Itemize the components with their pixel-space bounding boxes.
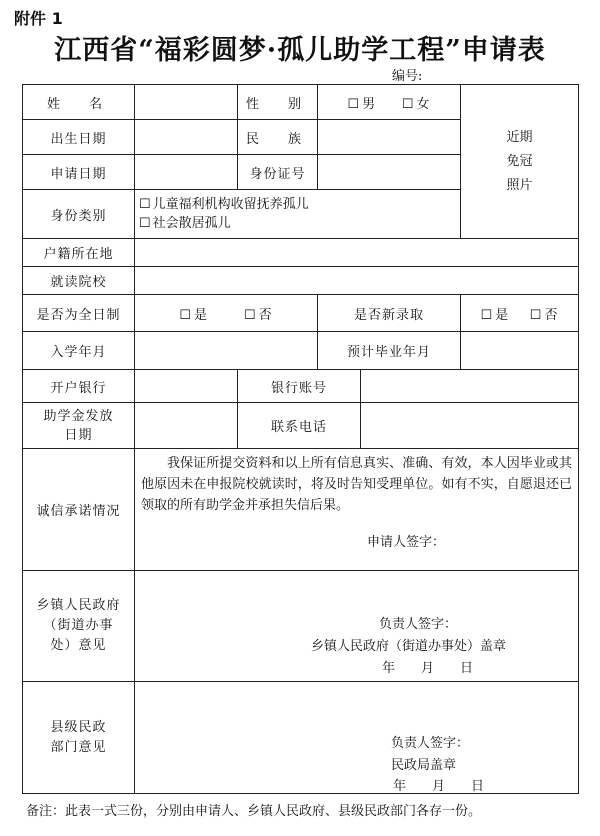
pledge-cell	[135, 449, 579, 571]
full-time-label: 是否为全日制	[23, 295, 135, 332]
county-label-line2: 部门意见	[50, 739, 107, 755]
school-field[interactable]	[135, 267, 579, 295]
row-bank	[23, 370, 579, 403]
grant-date-label-line1: 助学金发放	[43, 408, 114, 424]
row-grant	[23, 403, 579, 449]
township-cell	[135, 571, 579, 682]
annex-label: 附件 1	[14, 9, 63, 28]
footer-note: 备注：此表一式三份，分别由申请人、乡镇人民政府、县级民政部门各存一份。	[26, 804, 482, 819]
gender-female-checkbox[interactable]: ☐ 女	[402, 97, 431, 112]
row-school	[23, 267, 579, 295]
township-date-label: 年 月 日	[382, 661, 474, 676]
county-cell	[135, 682, 579, 794]
school-label: 就读院校	[23, 267, 135, 295]
full-time-options	[135, 295, 318, 332]
serial-number-label: 编号:	[392, 69, 423, 84]
county-label	[23, 682, 135, 794]
bank-field[interactable]	[135, 370, 238, 403]
phone-field[interactable]	[361, 403, 579, 449]
row-county	[23, 682, 579, 794]
applicant-signature-label: 申请人签字：	[367, 535, 446, 550]
newly-admitted-yes-checkbox[interactable]: ☐ 是	[481, 308, 510, 323]
phone-label: 联系电话	[238, 403, 361, 449]
pledge-text: 我保证所提交资料和以上所有信息真实、准确、有效，本人因毕业或其他原因未在申报院校就读时，将及时告知受理单位。如有不实，自愿退还已领取的所有助学金并承担失信后果。	[141, 456, 573, 513]
ethnicity-label: 民 族	[238, 120, 318, 155]
county-signature-label: 负责人签字：	[391, 736, 470, 751]
bank-account-field[interactable]	[361, 370, 579, 403]
birth-date-field[interactable]	[135, 120, 238, 155]
photo-label-line2: 免冠	[506, 153, 533, 169]
newly-admitted-options	[461, 295, 579, 332]
id-number-label: 身份证号	[238, 155, 318, 190]
township-label-line3: 处）意见	[50, 638, 107, 653]
bank-account-label: 银行账号	[238, 370, 361, 403]
apply-date-field[interactable]	[135, 155, 238, 190]
household-label: 户籍所在地	[23, 239, 135, 267]
ethnicity-field[interactable]	[318, 120, 461, 155]
county-label-line1: 县级民政	[50, 719, 107, 735]
gender-label: 性 别	[238, 85, 318, 120]
birth-date-label: 出生日期	[23, 120, 135, 155]
township-label	[23, 571, 135, 682]
apply-date-label: 申请日期	[23, 155, 135, 190]
row-household	[23, 239, 579, 267]
name-label: 姓 名	[23, 85, 135, 120]
township-seal-label: 乡镇人民政府（街道办事处）盖章	[311, 639, 507, 654]
full-time-yes-checkbox[interactable]: ☐ 是	[179, 308, 208, 323]
gender-options	[318, 85, 461, 120]
enroll-date-field[interactable]	[135, 332, 318, 370]
identity-options	[135, 190, 461, 239]
identity-institution-checkbox[interactable]: ☐ 儿童福利机构收留抚养孤儿	[139, 195, 456, 214]
grant-date-label	[23, 403, 135, 449]
photo-label-line3: 照片	[506, 177, 533, 193]
row-township	[23, 571, 579, 682]
photo-label-line1: 近期	[506, 129, 533, 145]
row-fulltime	[23, 295, 579, 332]
county-seal-label: 民政局盖章	[391, 758, 457, 773]
row-pledge	[23, 449, 579, 571]
newly-admitted-no-checkbox[interactable]: ☐ 否	[530, 308, 559, 323]
household-field[interactable]	[135, 239, 579, 267]
row-enroll	[23, 332, 579, 370]
expected-graduation-field[interactable]	[461, 332, 579, 370]
township-label-line2: （街道办事	[43, 618, 114, 633]
identity-scattered-checkbox[interactable]: ☐ 社会散居孤儿	[139, 214, 456, 233]
id-number-field[interactable]	[318, 155, 461, 190]
expected-graduation-label: 预计毕业年月	[318, 332, 461, 370]
gender-male-checkbox[interactable]: ☐ 男	[348, 97, 377, 112]
name-field[interactable]	[135, 85, 238, 120]
grant-date-label-line2: 日期	[64, 427, 93, 443]
newly-admitted-label: 是否新录取	[318, 295, 461, 332]
enroll-date-label: 入学年月	[23, 332, 135, 370]
township-label-line1: 乡镇人民政府	[36, 598, 121, 613]
full-time-no-checkbox[interactable]: ☐ 否	[244, 308, 273, 323]
township-signature-label: 负责人签字：	[379, 617, 458, 632]
pledge-label: 诚信承诺情况	[23, 449, 135, 571]
application-form-table	[22, 84, 579, 794]
photo-box	[461, 85, 579, 239]
form-title: 江西省“福彩圆梦·孤儿助学工程”申请表	[54, 35, 546, 66]
row-name	[23, 85, 579, 120]
county-date-label: 年 月 日	[393, 779, 485, 794]
bank-label: 开户银行	[23, 370, 135, 403]
grant-date-field[interactable]	[135, 403, 238, 449]
identity-type-label: 身份类别	[23, 190, 135, 239]
